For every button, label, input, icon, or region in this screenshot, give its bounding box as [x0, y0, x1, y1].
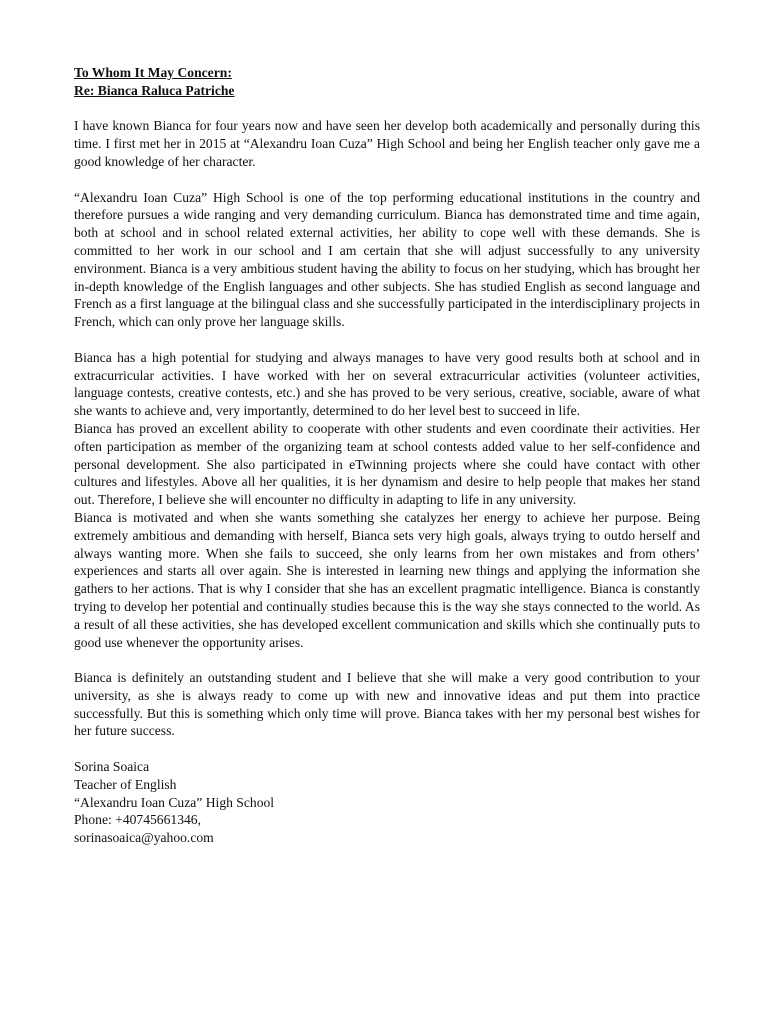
- signature-school: “Alexandru Ioan Cuza” High School: [74, 794, 275, 810]
- signature-phone: Phone: +40745661346,: [74, 812, 201, 828]
- paragraph-closing: Bianca is definitely an outstanding student and I believe that she will make a very good contribution to your university, as she is always ready to come up with new and innovative ideas and put them into practice successfully. But this is something which only time will prove. Bianca takes with her my personal best wishes for her future success.: [74, 670, 700, 739]
- signature-email: sorinasoaica@yahoo.com: [74, 830, 214, 846]
- spacer: [74, 100, 700, 118]
- paragraph-potential: Bianca has a high potential for studying and always manages to have very good results both at school and in extracurricular activities. I have worked with her on several extracurricular activities (volunteer activities, language contests, creative contests, etc.) and she has proved to be very serious, creative, sociable, aware of what she wants to achieve and, very importantly, determined to do her level best to succeed in life.: [74, 349, 700, 419]
- paragraph-motivation: Bianca is motivated and when she wants something she catalyzes her energy to achieve her purpose. Being extremely ambitious and demanding with herself, Bianca sets very high goals, always trying to outdo herself and always wanting more. When she fails to succeed, she only learns from her own mistakes and from others’ experiences and starts all over again. She is interested in learning new things and applying the information she gathers to her actions. That is why I consider that she has an excellent pragmatic intelligence. Bianca is constantly trying to develop her potential and continually studies because this is the way she stays connected to the world. As a result of all these activities, she has developed excellent communication and skills which she continually puts to good use whenever the opportunity arises.: [74, 509, 700, 650]
- letter-page: [74, 64, 700, 847]
- paragraph-school: “Alexandru Ioan Cuza” High School is one of the top performing educational institutions in the country and therefore pursues a wide ranging and very demanding curriculum. Bianca has demonstrated time and time again, both at school and in school related external activities, her ability to cope well with these demands. She is committed to her work in our school and I am certain that she will adjust successfully to any university environment. Bianca is a very ambitious student having the ability to focus on her studying, which has brought her in-depth knowledge of the English languages and other subjects. She has studied English as second language and French as a first language at the bilingual class and she successfully participated in the interdisciplinary projects in French, which can only prove her language skills.: [74, 189, 700, 330]
- spacer: [74, 171, 700, 189]
- paragraph-intro: I have known Bianca for four years now and have seen her develop both academically and personally during this time. I first met her in 2015 at “Alexandru Ioan Cuza” High School and being her English teacher only gave me a good knowledge of her character.: [74, 118, 700, 169]
- signature-block: [74, 758, 700, 847]
- spacer: [74, 651, 700, 669]
- letter-subject: Re: Bianca Raluca Patriche: [74, 82, 235, 98]
- paragraph-cooperation: Bianca has proved an excellent ability to cooperate with other students and even coordinate their activities. Her often participation as member of the organizing team at school contests added value to her self-confidence and personal development. She also participated in eTwinning projects where she could have contact with other cultures and lifestyles. Above all her qualities, it is her dynamism and desire to help people that makes her stand out. Therefore, I believe she will encounter no difficulty in adapting to life in any university.: [74, 420, 700, 508]
- signature-title: Teacher of English: [74, 776, 177, 792]
- signature-name: Sorina Soaica: [74, 759, 150, 775]
- letter-salutation: To Whom It May Concern:: [74, 65, 232, 80]
- spacer: [74, 331, 700, 349]
- spacer: [74, 740, 700, 758]
